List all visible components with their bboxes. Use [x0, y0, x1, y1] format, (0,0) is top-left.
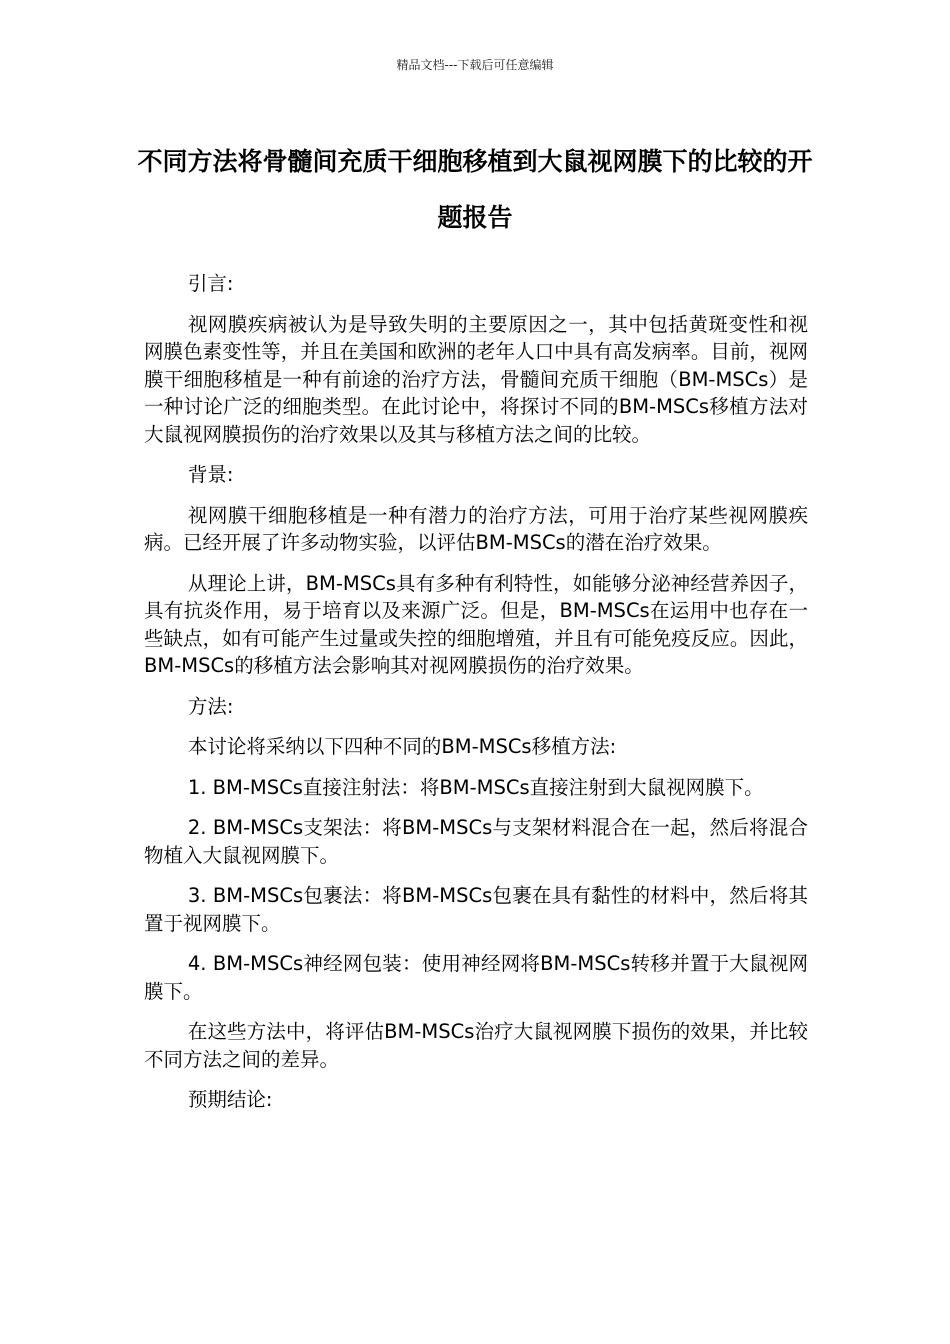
heading-background: 背景: [187, 463, 234, 486]
heading-introduction: 引言: [187, 272, 234, 295]
heading-methods: 方法: [187, 694, 234, 718]
paragraph-methods-intro: 本讨论将采纳以下四种不同的BM-MSCs移植方法: [187, 735, 617, 758]
header-note: 精品文档---下载后可任意编辑 [396, 58, 554, 72]
document-title: 不同方法将骨髓间充质干细胞移植到大鼠视网膜下的比较的开题报告 [137, 147, 813, 232]
method-item-1: 1. BM-MSCs直接注射法：将BM-MSCs直接注射到大鼠视网膜下。 [187, 775, 764, 799]
paragraph-background-1: 视网膜干细胞移植是一种有潜力的治疗方法，可用于治疗某些视网膜疾病。已经开展了许多动物实验，以评估BM-MSCs的潜在治疗效果。 [144, 503, 808, 554]
method-item-2: 2. BM-MSCs支架法：将BM-MSCs与支架材料混合在一起，然后将混合物植入大鼠视网膜下。 [144, 816, 808, 867]
document-body [144, 270, 808, 1127]
paragraph-introduction: 视网膜疾病被认为是导致失明的主要原因之一，其中包括黄斑变性和视网膜色素变性等，并且在美国和欧洲的老年人口中具有高发病率。目前，视网膜干细胞移植是一种有前途的治疗方法，骨髓间充质干细胞（BM-MSCs）是一种讨论广泛的细胞类型。在此讨论中，将探讨不同的BM-MSCs移植方法对大鼠视网膜损伤的治疗效果以及其与移植方法之间的比较。 [144, 312, 808, 446]
method-item-4: 4. BM-MSCs神经网包装：使用神经网将BM-MSCs转移并置于大鼠视网膜下。 [144, 952, 808, 1003]
method-item-3: 3. BM-MSCs包裹法：将BM-MSCs包裹在具有黏性的材料中，然后将其置于视网膜下。 [144, 884, 808, 935]
paragraph-background-2: 从理论上讲，BM-MSCs具有多种有利特性，如能够分泌神经营养因子，具有抗炎作用，易于培育以及来源广泛。但是，BM-MSCs在运用中也存在一些缺点，如有可能产生过量或失控的细胞增殖，并且有可能免疫反应。因此，BM-MSCs的移植方法会影响其对视网膜损伤的治疗效果。 [144, 571, 808, 677]
heading-expected-conclusion: 预期结论: [187, 1088, 273, 1111]
paragraph-methods-summary: 在这些方法中，将评估BM-MSCs治疗大鼠视网膜下损伤的效果，并比较不同方法之间的差异。 [144, 1020, 808, 1071]
